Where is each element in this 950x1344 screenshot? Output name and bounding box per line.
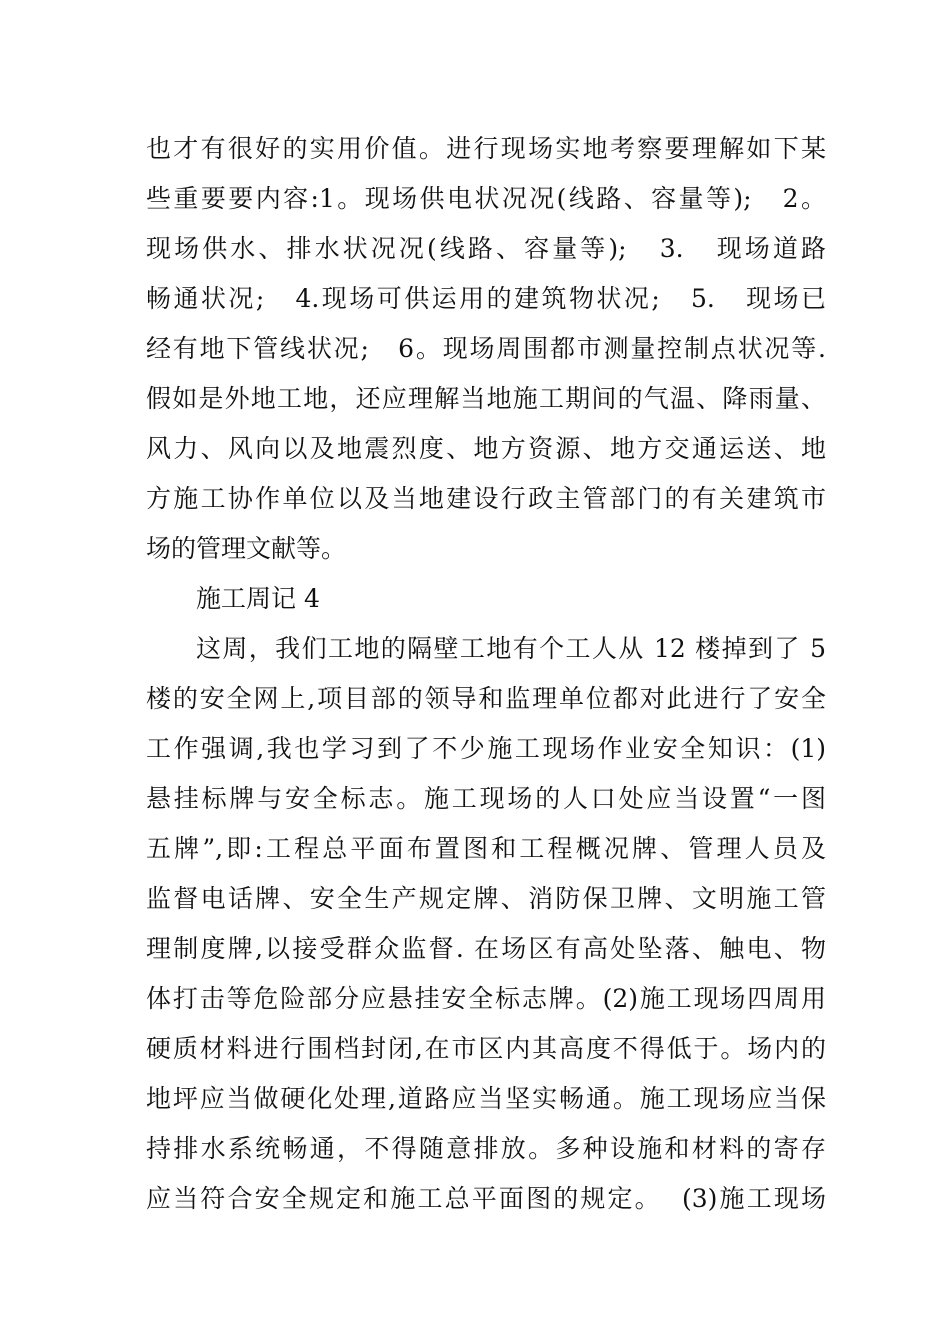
paragraph-line: 经有地下管线状况; 6。现场周围都市测量控制点状况等. [146, 334, 826, 363]
paragraph-line: 些重要要内容:1。现场供电状况况(线路、容量等); 2。 [146, 184, 826, 213]
paragraph-line: 工作强调,我也学习到了不少施工现场作业安全知识：(1) [146, 734, 826, 763]
paragraph-line: 持排水系统畅通，不得随意排放。多种设施和材料的寄存 [146, 1134, 826, 1163]
paragraph-line: 场的管理文献等。 [146, 534, 347, 563]
paragraph-line: 五牌”,即:工程总平面布置图和工程概况牌、管理人员及 [146, 834, 826, 863]
paragraph-line: 悬挂标牌与安全标志。施工现场的人口处应当设置“一图 [146, 784, 826, 813]
paragraph-line: 体打击等危险部分应悬挂安全标志牌。(2)施工现场四周用 [146, 984, 826, 1013]
paragraph-line: 方施工协作单位以及当地建设行政主管部门的有关建筑市 [146, 484, 826, 513]
paragraph-line: 理制度牌,以接受群众监督. 在场区有高处坠落、触电、物 [146, 934, 826, 963]
paragraph-line: 硬质材料进行围档封闭,在市区内其高度不得低于。场内的 [146, 1034, 826, 1063]
paragraph-line: 地坪应当做硬化处理,道路应当坚实畅通。施工现场应当保 [146, 1084, 826, 1113]
paragraph-line: 这周，我们工地的隔壁工地有个工人从 12 楼掉到了 5 [196, 634, 826, 663]
paragraph-line: 也才有很好的实用价值。进行现场实地考察要理解如下某 [146, 134, 826, 163]
paragraph-line: 现场供水、排水状况况(线路、容量等); 3. 现场道路 [146, 234, 826, 263]
paragraph-line: 风力、风向以及地震烈度、地方资源、地方交通运送、地 [146, 434, 826, 463]
paragraph-line: 楼的安全网上,项目部的领导和监理单位都对此进行了安全 [146, 684, 826, 713]
paragraph-line: 监督电话牌、安全生产规定牌、消防保卫牌、文明施工管 [146, 884, 826, 913]
paragraph-line: 应当符合安全规定和施工总平面图的规定。 (3)施工现场 [146, 1184, 826, 1213]
section-heading: 施工周记 4 [196, 584, 320, 613]
paragraph-line: 假如是外地工地，还应理解当地施工期间的气温、降雨量、 [146, 384, 826, 413]
paragraph-line: 畅通状况; 4.现场可供运用的建筑物状况; 5. 现场已 [146, 284, 826, 313]
